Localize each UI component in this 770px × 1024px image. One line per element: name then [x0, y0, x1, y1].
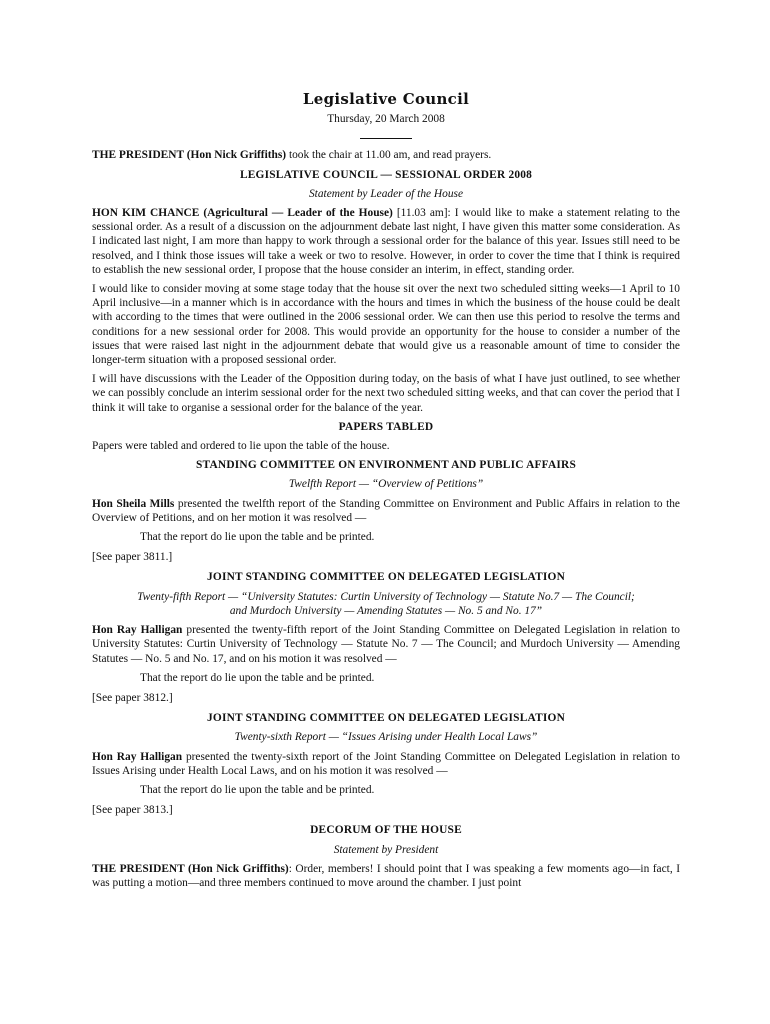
speaker-name: HON KIM CHANCE (Agricultural — Leader of the House)	[92, 207, 393, 220]
paragraph-text: presented the twenty-fifth report of the Joint Standing Committee on Delegated Legislation in relation to University Statutes: Curtin University of Technology — Statute No. 7 — The Council; and Murdoch University — Amending Statutes — No. 5 and No. 17, and on his motion it was resolved —	[92, 624, 680, 665]
page-title: Legislative Council	[302, 90, 470, 108]
opening-paragraph	[92, 148, 680, 162]
title-divider	[360, 138, 412, 139]
section-heading-environment: STANDING COMMITTEE ON ENVIRONMENT AND PUBLIC AFFAIRS	[196, 459, 576, 472]
environment-paragraph	[92, 497, 680, 525]
sitting-date: Thursday, 20 March 2008	[327, 113, 445, 126]
resolution-text: That the report do lie upon the table and be printed.	[140, 671, 375, 684]
section-heading-papers: PAPERS TABLED	[338, 420, 434, 433]
sessional-order-para-2: I would like to consider moving at some stage today that the house sit over the next two scheduled sitting weeks—1 April to 10 April inclusive—in a manner which is in accordance with the hours and times in which the business of the house could be dealt with according to the times that were outlined in the 2006 sessional order. We can then use this period to resolve the terms and conditions for a new sessional order for 2008. This would provide an opportunity for the house to consider a number of the issues that were raised last night in the adjournment debate that would give us a reasonable amount of time to consider the longer-term situation with a proposed sessional order.	[92, 283, 680, 367]
opening-speaker: THE PRESIDENT (Hon Nick Griffiths)	[92, 149, 287, 162]
paragraph-text: [11.03 am]: I would like to make a statement relating to the sessional order. As a result of a discussion on the adjournment debate last night, I have given this matter some consideration. As I indicated last night, I am more than happy to work through a sessional order for the balance of this year. Issues still need to be resolved, and I think those issues will take a week or two to resolve. However, in order to cover the time that I think is required to establish the new sessional order, I propose that the house consider an interim, in effect, standing order.	[92, 207, 680, 276]
papers-paragraph: Papers were tabled and ordered to lie upon the table of the house.	[92, 440, 390, 453]
hansard-page	[92, 92, 680, 895]
opening-text: took the chair at 11.00 am, and read prayers.	[286, 149, 492, 162]
paragraph-text: presented the twenty-sixth report of the Joint Standing Committee on Delegated Legislation in relation to Issues Arising under Health Local Laws, and on his motion it was resolved —	[92, 750, 680, 777]
resolution-text: That the report do lie upon the table and be printed.	[140, 783, 375, 796]
resolution-text: That the report do lie upon the table and be printed.	[140, 531, 375, 544]
section-heading-delegated-2: JOINT STANDING COMMITTEE ON DELEGATED LEGISLATION	[206, 712, 566, 725]
section-subheading-environment: Twelfth Report — “Overview of Petitions”	[288, 478, 484, 491]
speaker-name: Hon Sheila Mills	[92, 497, 175, 510]
section-heading-delegated-1: JOINT STANDING COMMITTEE ON DELEGATED LEGISLATION	[206, 571, 566, 584]
paragraph-text: presented the twelfth report of the Standing Committee on Environment and Public Affairs in relation to the Overview of Petitions, and on her motion it was resolved —	[92, 497, 680, 524]
section-subheading-sessional-order: Statement by Leader of the House	[308, 187, 464, 200]
sessional-order-para-3: I will have discussions with the Leader of the Opposition during today, on the basis of what I have just outlined, to see whether we can possibly conclude an interim sessional order for the next two scheduled sitting weeks, and that can cover the period that I think it will take to organise a sessional order for the balance of the year.	[92, 373, 680, 414]
delegated-1-paragraph	[92, 623, 680, 666]
section-subheading-delegated-1-line-2: and Murdoch University — Amending Statutes — No. 5 and No. 17”	[229, 604, 543, 617]
section-subheading-delegated-1-line-1: Twenty-fifth Report — “University Statutes: Curtin University of Technology — Statute No.7 — The Council;	[137, 590, 635, 603]
paper-reference: [See paper 3811.]	[92, 551, 173, 564]
section-heading-sessional-order: LEGISLATIVE COUNCIL — SESSIONAL ORDER 2008	[239, 168, 533, 181]
delegated-2-paragraph	[92, 750, 680, 778]
decorum-paragraph	[92, 862, 680, 890]
speaker-name: Hon Ray Halligan	[92, 624, 183, 637]
paper-reference: [See paper 3812.]	[92, 691, 173, 704]
section-heading-decorum: DECORUM OF THE HOUSE	[310, 824, 462, 837]
sessional-order-para-1	[92, 206, 680, 277]
section-subheading-delegated-2: Twenty-sixth Report — “Issues Arising under Health Local Laws”	[234, 731, 538, 744]
paragraph-text: : Order, members! I should point that I was speaking a few moments ago—in fact, I was putting a motion—and three members continued to move around the chamber. I just point	[92, 862, 680, 889]
paper-reference: [See paper 3813.]	[92, 804, 173, 817]
section-subheading-decorum: Statement by President	[333, 843, 439, 856]
speaker-name: THE PRESIDENT (Hon Nick Griffiths)	[92, 862, 289, 875]
speaker-name: Hon Ray Halligan	[92, 750, 183, 763]
